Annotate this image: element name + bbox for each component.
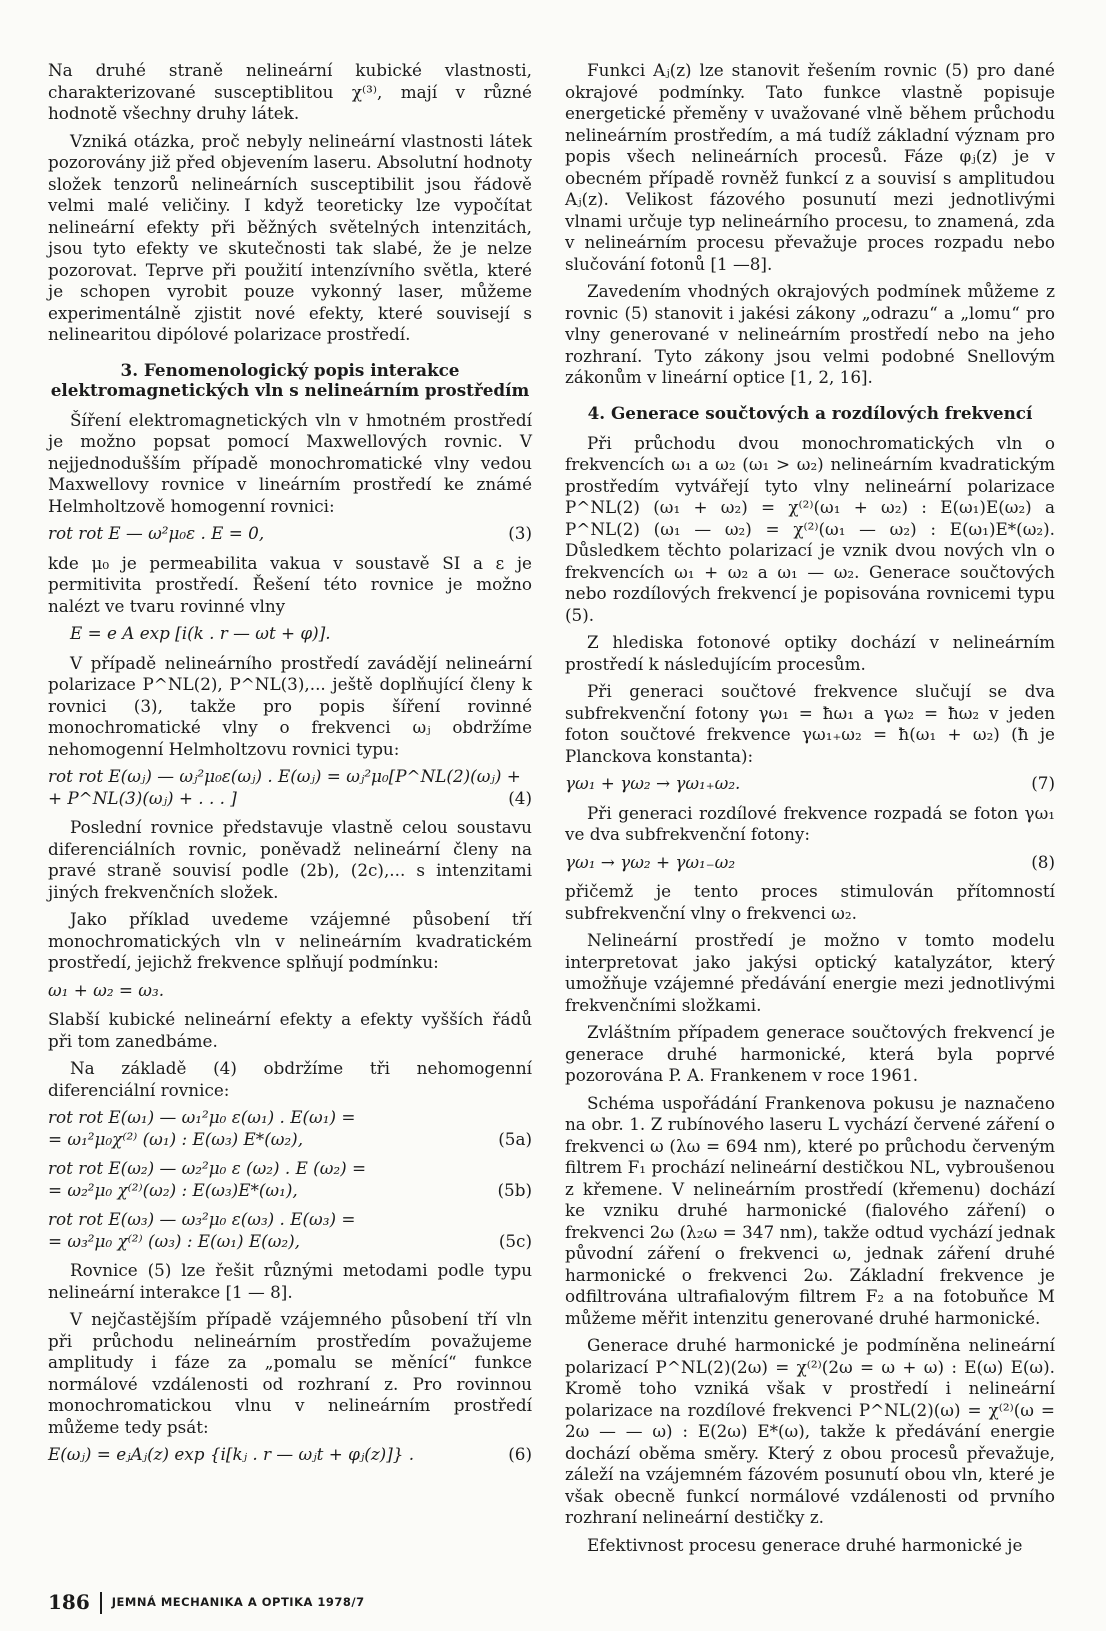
equation-6 [48, 1444, 532, 1466]
paragraph: Na základě (4) obdržíme tři nehomogenní diferenciální rovnice: [48, 1058, 532, 1100]
paragraph: Vzniká otázka, proč nebyly nelineární vlastnosti látek pozorovány již před objevením laseru. Absolutní hodnoty složek tenzorů nelineárních susceptibilit jsou řádově velmi malé veličiny. I když teoreticky lze vypočítat nelineární efekty při běžných světelných intenzitách, jsou tyto efekty ve skutečnosti tak slabé, že je nelze pozorovat. Teprve při použití intenzívního světla, které je schopen vyrobit pouze vykonný laser, můžeme experimentálně zjistit nové efekty, které souvisejí s nelinearitou dipólové polarizace prostředí. [48, 130, 532, 344]
left-column [48, 60, 532, 1474]
paragraph: Při generaci rozdílové frekvence rozpadá se foton γω₁ ve dva subfrekvenční fotony: [565, 802, 1055, 844]
page-number: 186 [48, 1590, 90, 1615]
equation-5b [48, 1158, 532, 1201]
equation-body: γω₁ + γω₂ → γω₁₊ω₂. [565, 773, 741, 793]
equation-line: + P^NL(3)(ωⱼ) + . . . ] [48, 787, 237, 808]
equation-line: rot rot E(ωⱼ) — ωⱼ²μ₀ε(ωⱼ) . E(ωⱼ) = ωⱼ²μ₀[P^NL(2)(ωⱼ) + [48, 766, 521, 786]
equation-line: = ω₃²μ₀ χ⁽²⁾ (ω₃) : E(ω₁) E(ω₂), [48, 1230, 300, 1251]
paragraph: Z hlediska fotonové optiky dochází v nelineárním prostředí k následujícím procesům. [565, 632, 1055, 674]
paragraph: Šíření elektromagnetických vln v hmotném prostředí je možno popsat pomocí Maxwellových rovnic. V nejjednodušším případě monochromatické vlny vedou Maxwellovy rovnice v lineárním prostředí ke známé Helmholtzově homogenní rovnici: [48, 409, 532, 516]
paragraph: Při generaci součtové frekvence slučují se dva subfrekvenční fotony γω₁ = ħω₁ a γω₂ = ħω₂ v jeden foton součtové frekvence γω₁₊ω₂ = ħ(ω₁ + ω₂) (ħ je Planckova konstanta): [565, 681, 1055, 766]
paragraph: přičemž je tento proces stimulován přítomností subfrekvenční vlny o frekvenci ω₂. [565, 881, 1055, 923]
paragraph: Slabší kubické nelineární efekty a efekty vyšších řádů při tom zanedbáme. [48, 1009, 532, 1051]
equation-number: (5a) [498, 1128, 532, 1149]
equation-body: ω₁ + ω₂ = ω₃. [48, 979, 165, 1000]
equation-number: (4) [508, 787, 532, 808]
equation-plane-wave [48, 623, 532, 645]
paragraph: Generace druhé harmonické je podmíněna nelineární polarizací P^NL(2)(2ω) = χ⁽²⁾(2ω = ω + ω) : E(ω) E(ω). Kromě toho vzniká však v prostředí i nelineární polarizace na rozdílové frekvenci P^NL(2)(ω) = χ⁽²⁾(ω = 2ω — — ω) : E(2ω) E*(ω), takže k předávání energie dochází oběma směry. Který z obou procesů převažuje, záleží na vzájemném fázovém posunutí obou vln, které je však obecně funkcí normálové vzdálenosti od prvního rozhraní nelineární destičky z. [565, 1335, 1055, 1527]
equation-line: rot rot E(ω₁) — ω₁²μ₀ ε(ω₁) . E(ω₁) = [48, 1107, 356, 1127]
equation-line: rot rot E(ω₃) — ω₃²μ₀ ε(ω₃) . E(ω₃) = [48, 1209, 356, 1229]
paragraph: Nelineární prostředí je možno v tomto modelu interpretovat jako jakýsi optický katalyzátor, který umožňuje vzájemné předávání energie mezi jednotlivými frekvenčními složkami. [565, 930, 1055, 1015]
paragraph: Na druhé straně nelineární kubické vlastnosti, charakterizované susceptiblitou χ⁽³⁾, mají v různé hodnotě všechny druhy látek. [48, 60, 532, 123]
paragraph: Efektivnost procesu generace druhé harmonické je [587, 1534, 1023, 1555]
paragraph: V případě nelineárního prostředí zavádějí nelineární polarizace P^NL(2), P^NL(3),... ještě doplňující členy k rovnici (3), takže pro popis šíření rovinné monochromatické vlny o frekvenci ωⱼ obdržíme nehomogenní Helmholtzovu rovnici typu: [48, 652, 532, 759]
equation-number: (5b) [497, 1179, 532, 1200]
paragraph: Jako příklad uvedeme vzájemné působení tří monochromatických vln v nelineárním kvadratickém prostředí, jejichž frekvence splňují podmínku: [48, 909, 532, 972]
equation-number: (8) [1031, 851, 1055, 872]
equation-line: = ω₁²μ₀χ⁽²⁾ (ω₁) : E(ω₃) E*(ω₂), [48, 1128, 304, 1149]
equation-5a [48, 1107, 532, 1150]
paragraph: Zavedením vhodných okrajových podmínek můžeme z rovnic (5) stanovit i jakési zákony „odrazu“ a „lomu“ pro vlny generované v nelineárním prostředí nebo na jeho rozhraní. Tyto zákony jsou velmi podobné Snellovým zákonům v lineární optice [1, 2, 16]. [565, 281, 1055, 387]
equation-number: (3) [508, 523, 532, 543]
paragraph: kde μ₀ je permeabilita vakua v soustavě SI a ε je permitivita prostředí. Řešení této rovnice je možno nalézt ve tvaru rovinné vlny [48, 552, 532, 616]
equation-4 [48, 766, 532, 809]
equation-line: rot rot E(ω₂) — ω₂²μ₀ ε (ω₂) . E (ω₂) = [48, 1158, 367, 1178]
journal-name: JEMNÁ MECHANIKA A OPTIKA 1978/7 [111, 1595, 365, 1610]
section-heading-3: 3. Fenomenologický popis interakce elektromagnetických vln s nelineárním prostředím [50, 359, 530, 400]
equation-5c [48, 1209, 532, 1252]
paragraph: Zvláštním případem generace součtových frekvencí je generace druhé harmonické, která byla poprvé pozorována P. A. Frankenem v roce 1961. [565, 1022, 1055, 1085]
equation-body: γω₁ → γω₂ + γω₁₋ω₂ [565, 851, 736, 872]
paragraph: Funkci Aⱼ(z) lze stanovit řešením rovnic (5) pro dané okrajové podmínky. Tato funkce vlastně popisuje energetické přeměny v uvažované vlně během průchodu nelineárním prostředím, a má tudíž základní význam pro popis všech nelineárních procesů. Fáze φⱼ(z) je v obecném případě rovněž funkcí z a souvisí s amplitudou Aⱼ(z). Velikost fázového posunutí mezi jednotlivými vlnami určuje typ nelineárního procesu, to znamená, zda v nelineárním procesu převažuje proces rozpadu nebo slučování fotonů [1 —8]. [565, 60, 1055, 274]
equation-number: (6) [508, 1444, 532, 1464]
paragraph: Poslední rovnice představuje vlastně celou soustavu diferenciálních rovnic, poněvadž nelineární členy na pravé straně souvisí podle (2b), (2c),... s intenzitami jiných frekvenčních složek. [48, 817, 532, 902]
paragraph: Schéma uspořádání Frankenova pokusu je naznačeno na obr. 1. Z rubínového laseru L vychází červené záření o frekvenci ω (λω = 694 nm), které po průchodu červeným filtrem F₁ prochází nelineární destičkou NL, vybroušenou z křemene. V nelineárním prostředí (křemenu) dochází ke vzniku druhé harmonické (fialového záření) o frekvenci 2ω (λ₂ω = 347 nm), takže odtud vychází jednak původní záření o frekvenci ω, jednak záření druhé harmonické o frekvenci 2ω. Základní frekvence je odfiltrována ultrafialovým filtrem F₂ a na fotobuňce M můžeme měřit intenzitu generované druhé harmonické. [565, 1092, 1055, 1328]
equation-line: = ω₂²μ₀ χ⁽²⁾(ω₂) : E(ω₃)E*(ω₁), [48, 1179, 298, 1200]
paragraph: Rovnice (5) lze řešit různými metodami podle typu nelineární interakce [1 — 8]. [48, 1260, 532, 1302]
paragraph: Při průchodu dvou monochromatických vln o frekvencích ω₁ a ω₂ (ω₁ > ω₂) nelineárním kvadratickým prostředím vytvářejí tyto vlny nelineární polarizace P^NL(2) (ω₁ + ω₂) = χ⁽²⁾(ω₁ + ω₂) : E(ω₁)E(ω₂) a P^NL(2) (ω₁ — ω₂) = χ⁽²⁾(ω₁ — ω₂) : E(ω₁)E*(ω₂). Důsledkem těchto polarizací je vznik dvou nových vln o frekvencích ω₁ + ω₂ a ω₁ — ω₂. Generace součtových nebo rozdílových frekvencí je popisována rovnicemi typu (5). [565, 432, 1055, 625]
equation-7 [565, 773, 1055, 795]
equation-3 [48, 523, 532, 545]
equation-body: E = e A exp [i(k . r — ωt + φ)]. [70, 623, 331, 643]
footer-divider [100, 1592, 102, 1614]
equation-condition [48, 980, 532, 1002]
right-column [565, 60, 1055, 1562]
equation-8 [565, 852, 1055, 874]
equation-body: E(ωⱼ) = eⱼAⱼ(z) exp {i[kⱼ . r — ωⱼt + φⱼ(z)]} . [48, 1444, 415, 1464]
equation-number: (7) [1031, 773, 1055, 793]
paragraph: V nejčastějším případě vzájemného působení tří vln při průchodu nelineárním prostředím považujeme amplitudy i fáze za „pomalu se měnící“ funkce normálové vzdálenosti od rozhraní z. Pro rovinnou monochromatickou vlnu v nelineárním prostředí můžeme tedy psát: [48, 1309, 532, 1437]
equation-number: (5c) [498, 1230, 532, 1251]
equation-body: rot rot E — ω²μ₀ε . E = 0, [48, 523, 265, 543]
section-heading-4: 4. Generace součtových a rozdílových frekvencí [587, 402, 1033, 423]
page-footer [48, 1592, 1048, 1614]
